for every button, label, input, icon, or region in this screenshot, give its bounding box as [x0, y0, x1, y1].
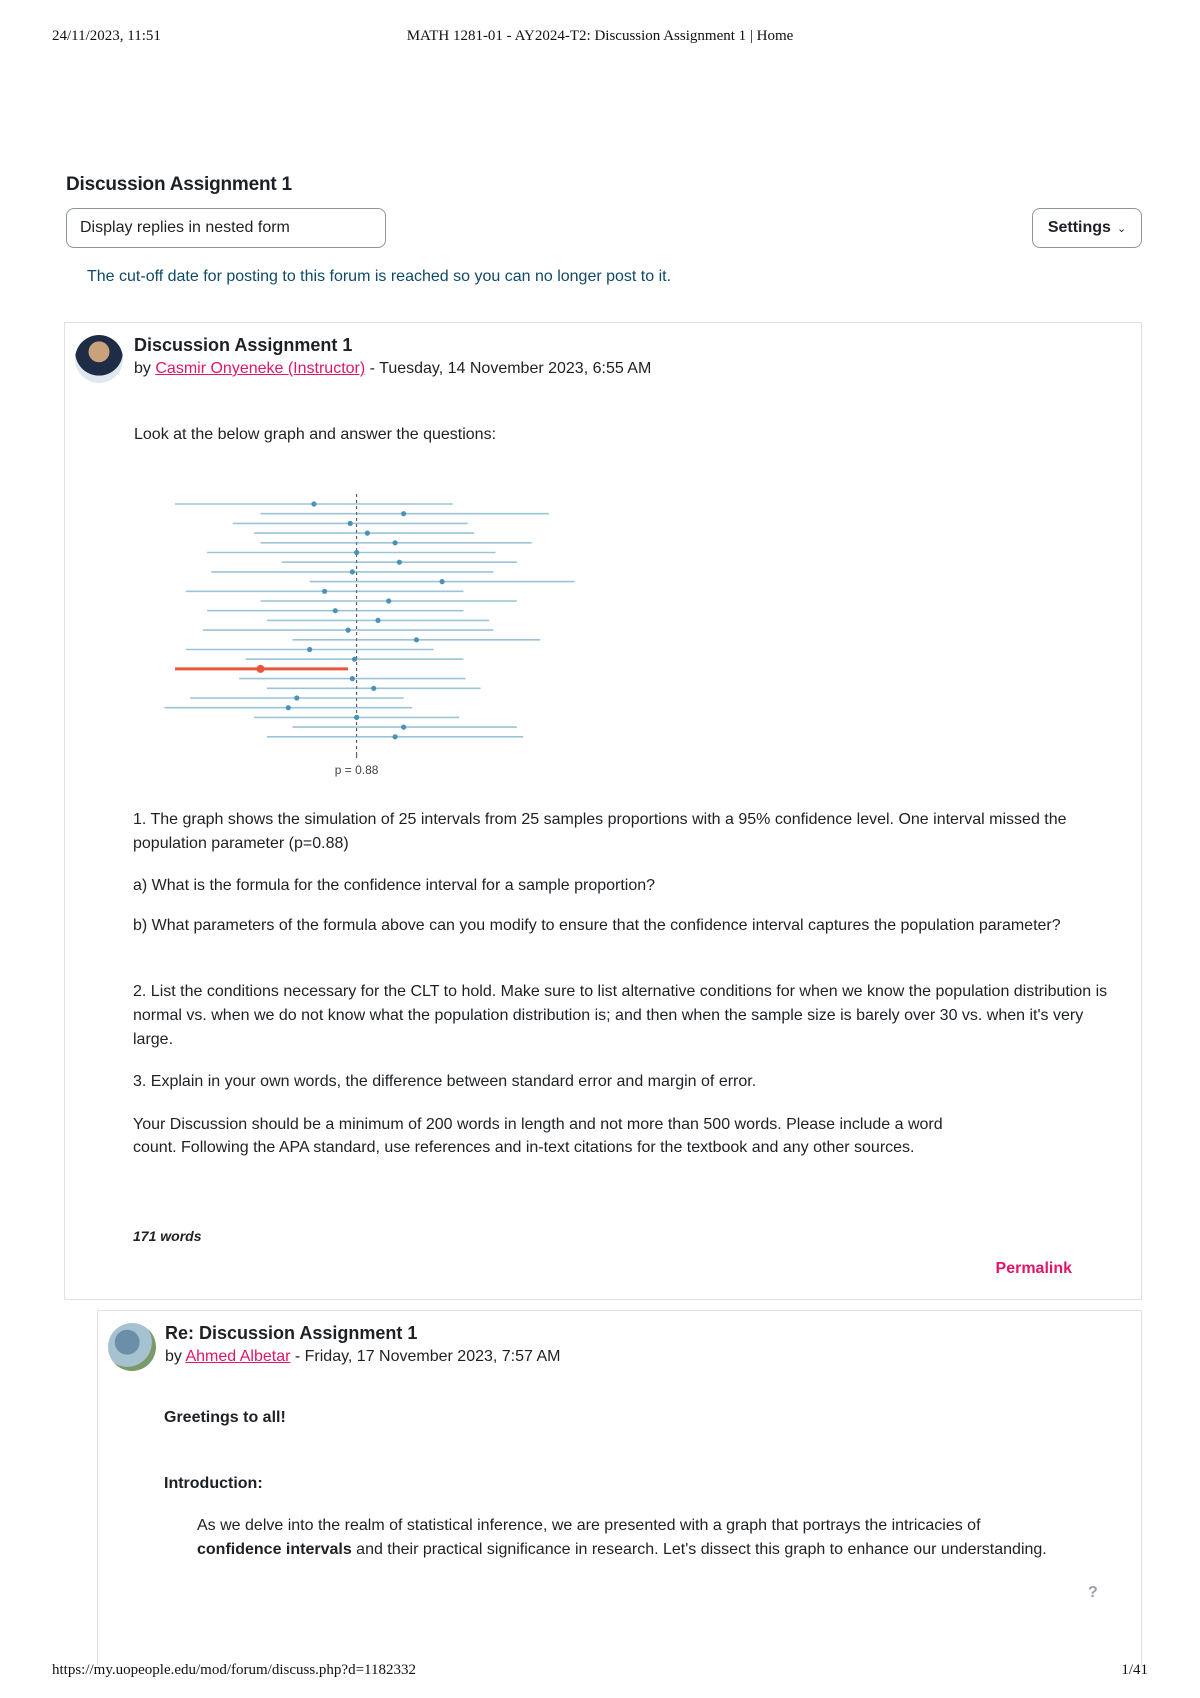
interval-point: [322, 589, 327, 594]
post-date: - Tuesday, 14 November 2023, 6:55 AM: [369, 360, 652, 377]
interval-point: [392, 734, 397, 739]
chart-svg: [133, 474, 673, 784]
interval-point: [375, 618, 380, 623]
post-intro: Look at the below graph and answer the questions:: [134, 426, 497, 443]
interval-point: [307, 647, 312, 652]
interval-point: [414, 637, 419, 642]
reply-intro-rest: and their practical significance in research. Let's dissect this graph to enhance our understanding.: [351, 1541, 1047, 1558]
reference-label: p = 0.88: [334, 763, 379, 777]
print-header: [0, 28, 1200, 50]
reply-intro-line-1: As we delve into the realm of statistical inference, we are presented with a graph that portrays the intricacies of: [197, 1517, 981, 1534]
post-subject: Discussion Assignment 1: [134, 335, 353, 355]
settings-label: Settings: [1047, 219, 1111, 236]
question-3: 3. Explain in your own words, the difference between standard error and margin of error.: [133, 1073, 757, 1090]
interval-point: [397, 560, 402, 565]
interval-point: [286, 705, 291, 710]
interval-point: [386, 598, 391, 603]
interval-point: [365, 531, 370, 536]
confidence-interval-chart: [133, 474, 673, 784]
reply-intro-line-2: [197, 1538, 1127, 1562]
question-2: 2. List the conditions necessary for the CLT to hold. Make sure to list alternative conditions for when we know the population distribution is normal vs. when we do not know what the population distribution is; and then when the sample size is barely over 30 vs. when it's very large.: [133, 983, 1108, 1048]
requirements-line-1: Your Discussion should be a minimum of 200 words in length and not more than 500 words. Please include a word: [133, 1116, 943, 1133]
interval-point: [352, 657, 357, 662]
print-datetime: 24/11/2023, 11:51: [52, 28, 161, 44]
interval-point: [348, 521, 353, 526]
interval-point: [350, 569, 355, 574]
print-footer: [0, 1662, 1200, 1684]
interval-point: [294, 695, 299, 700]
by-prefix: by: [165, 1348, 182, 1365]
author-link[interactable]: Ahmed Albetar: [185, 1348, 291, 1365]
print-page-title: MATH 1281-01 - AY2024-T2: Discussion Assignment 1 | Home: [406, 28, 794, 44]
interval-point: [371, 686, 376, 691]
question-1a: a) What is the formula for the confidence interval for a sample proportion?: [133, 877, 656, 894]
question-1: 1. The graph shows the simulation of 25 intervals from 25 samples proportions with a 95% confidence level. One interval missed the population parameter (p=0.88): [133, 811, 1067, 852]
question-1b: b) What parameters of the formula above can you modify to ensure that the confidence interval captures the population parameter?: [133, 917, 1061, 934]
post-subject: Re: Discussion Assignment 1: [165, 1323, 418, 1343]
page-title: Discussion Assignment 1: [66, 174, 292, 195]
post-date: - Friday, 17 November 2023, 7:57 AM: [294, 1348, 561, 1365]
reply-intro-bold: confidence intervals: [197, 1541, 352, 1558]
interval-point: [401, 511, 406, 516]
reply-greeting: Greetings to all!: [164, 1409, 286, 1426]
post-byline: [134, 360, 651, 378]
reply-intro-heading: Introduction:: [164, 1475, 263, 1492]
cutoff-notice: The cut-off date for posting to this forum is reached so you can no longer post to it.: [87, 268, 672, 285]
interval-point: [345, 628, 350, 633]
interval-point: [439, 579, 444, 584]
interval-point: [311, 501, 316, 506]
interval-point: [354, 715, 359, 720]
requirements-line-2: count. Following the APA standard, use references and in-text citations for the textbook and any other sources.: [133, 1139, 915, 1156]
print-page-number: 1/41: [1121, 1662, 1148, 1678]
interval-point: [354, 550, 359, 555]
avatar[interactable]: [108, 1323, 156, 1371]
display-mode-select[interactable]: [66, 208, 386, 248]
interval-point: [350, 676, 355, 681]
help-icon[interactable]: ?: [1088, 1584, 1098, 1601]
interval-point: [333, 608, 338, 613]
interval-point: [392, 540, 397, 545]
interval-point: [401, 725, 406, 730]
by-prefix: by: [134, 360, 151, 377]
word-count: 171 words: [133, 1228, 202, 1244]
post-byline: [165, 1348, 560, 1366]
avatar[interactable]: [75, 335, 123, 383]
interval-point: [257, 665, 265, 673]
display-mode-value: Display replies in nested form: [80, 219, 290, 236]
author-link[interactable]: Casmir Onyeneke (Instructor): [155, 360, 366, 377]
chevron-down-icon: ⌄: [1116, 222, 1127, 235]
print-url: https://my.uopeople.edu/mod/forum/discuss.php?d=1182332: [52, 1662, 416, 1678]
permalink-link[interactable]: Permalink: [995, 1260, 1072, 1277]
settings-button[interactable]: [1032, 208, 1142, 248]
